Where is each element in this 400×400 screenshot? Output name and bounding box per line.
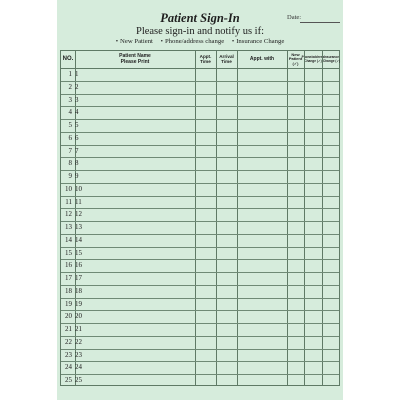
bullet-icon: • (115, 38, 119, 45)
header-phone-address: Phone/address Change (✓) (301, 55, 325, 63)
header-no: NO. (62, 56, 74, 63)
name-line-number: 17 (75, 274, 82, 283)
row-number: 18 (65, 286, 72, 295)
header-appt-time: Appt. Time (199, 53, 212, 64)
date-label: Date: (287, 14, 302, 21)
row-number: 15 (65, 248, 72, 257)
row-number: 24 (65, 363, 72, 372)
name-line-number: 11 (75, 197, 82, 206)
row-number: 10 (65, 184, 72, 193)
row-number: 1 (68, 70, 72, 78)
option-label: New Patient (120, 38, 153, 45)
form-subtitle: Please sign-in and notify us if: (135, 26, 265, 37)
name-line-number: 2 (75, 82, 79, 91)
option-insurance (232, 38, 284, 45)
row-number: 21 (65, 325, 72, 334)
name-line-number: 13 (75, 223, 82, 232)
row-number: 11 (65, 197, 72, 206)
table-row[interactable] (61, 183, 339, 196)
table-row[interactable] (61, 234, 339, 247)
row-number: 14 (65, 235, 72, 244)
table-row[interactable] (61, 132, 339, 145)
row-number: 16 (65, 261, 72, 270)
table-row[interactable] (61, 157, 339, 170)
name-line-number: 6 (75, 133, 79, 142)
table-row[interactable] (61, 298, 339, 311)
form-title: Patient Sign-In (160, 11, 240, 25)
row-number: 2 (68, 82, 72, 91)
table-row[interactable] (61, 208, 339, 221)
table-row[interactable] (61, 106, 339, 119)
header-new-patient: New Patient (✓) (288, 52, 303, 66)
date-field-line[interactable] (300, 22, 340, 23)
name-line-number: 5 (75, 121, 79, 130)
table-row[interactable] (61, 247, 339, 260)
row-number: 8 (68, 159, 72, 168)
option-phone-address (161, 38, 225, 45)
row-number: 22 (65, 337, 72, 346)
table-row[interactable] (61, 221, 339, 234)
row-number: 12 (65, 210, 72, 219)
table-row[interactable] (61, 336, 339, 349)
table-row[interactable] (61, 68, 339, 81)
name-line-number: 22 (75, 337, 82, 346)
name-line-number: 9 (75, 172, 79, 181)
name-line-number: 10 (75, 184, 82, 193)
row-number: 20 (65, 312, 72, 321)
header-arrival-time: Arrival Time (219, 53, 234, 64)
row-number: 4 (68, 108, 72, 117)
row-number: 6 (68, 133, 72, 142)
name-line-number: 15 (75, 248, 82, 257)
name-line-number: 18 (75, 286, 82, 295)
row-number: 5 (68, 121, 72, 130)
row-number: 19 (65, 299, 72, 308)
option-label: Phone/address change (164, 38, 225, 45)
name-line-number: 12 (75, 210, 82, 219)
sign-in-sheet (57, 0, 343, 400)
row-number: 3 (68, 95, 72, 104)
table-row[interactable] (61, 285, 339, 298)
table-row[interactable] (61, 310, 339, 323)
name-line-number: 20 (75, 312, 82, 321)
table-row[interactable] (61, 119, 339, 132)
table-row[interactable] (61, 145, 339, 158)
table-row[interactable] (61, 196, 339, 209)
header-appt-with: Appt. with (249, 55, 275, 62)
name-line-number: 8 (75, 159, 79, 168)
row-number: 9 (68, 172, 72, 181)
table-row[interactable] (61, 323, 339, 336)
table-row[interactable] (61, 349, 339, 362)
header-name: Patient Name Please Print (119, 53, 151, 65)
row-number: 13 (65, 223, 72, 232)
name-line-number: 7 (75, 146, 79, 155)
name-line-number: 16 (75, 261, 82, 270)
bullet-icon: • (160, 38, 163, 45)
table-row[interactable] (61, 259, 339, 272)
name-line-number: 3 (75, 95, 79, 104)
table-row[interactable] (61, 170, 339, 183)
row-number: 7 (68, 146, 72, 155)
row-number: 17 (65, 274, 72, 283)
name-line-number: 21 (75, 325, 82, 334)
row-number: 23 (65, 350, 72, 359)
option-new-patient (116, 38, 153, 45)
row-number: 25 (65, 376, 72, 385)
name-line-number: 23 (75, 350, 82, 359)
name-line-number: 4 (75, 108, 79, 117)
table-row[interactable] (61, 94, 339, 107)
name-line-number: 19 (75, 299, 82, 308)
header-insurance: Insurance Change (✓) (322, 55, 341, 63)
notify-options (57, 39, 343, 46)
option-label: Insurance Change (236, 38, 285, 45)
name-line-number: 25 (75, 376, 82, 385)
table-row[interactable] (61, 374, 339, 387)
bullet-icon: • (231, 38, 235, 45)
table-row[interactable] (61, 81, 339, 94)
table-row[interactable] (61, 361, 339, 374)
sign-in-table (60, 50, 340, 386)
name-line-number: 1 (75, 70, 79, 78)
name-line-number: 14 (75, 235, 82, 244)
table-row[interactable] (61, 272, 339, 285)
name-line-number: 24 (75, 363, 82, 372)
